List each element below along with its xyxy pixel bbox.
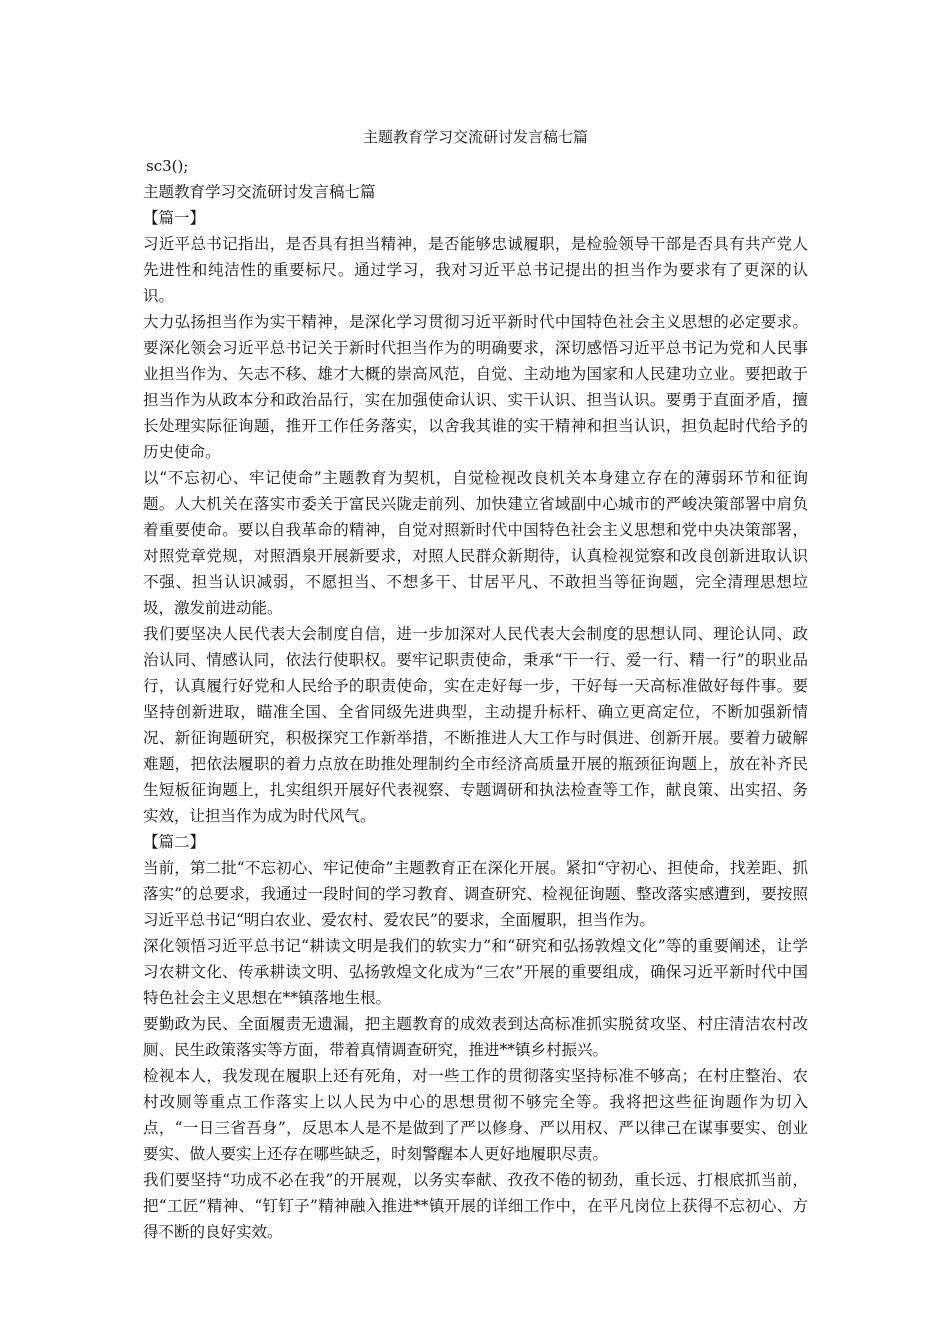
paragraph: 深化领悟习近平总书记“耕读文明是我们的软实力”和“研究和弘扬敦煌文化”等的重要阐述，让学习农耕文化、传承耕读文明、弘扬敦煌文化成为“三农”开展的重要组成，确保习近平新时代中国特色社会主义思想在**镇落地生根。 <box>143 937 808 1007</box>
paragraph: 检视本人，我发现在履职上还有死角，对一些工作的贯彻落实坚持标准不够高；在村庄整治、农村改厕等重点工作落实上以人民为中心的思想贯彻不够完全等。我将把这些征询题作为切入点，“一日三省吾身”，反思本人是不是做到了严以修身、严以用权、严以律己在谋事要实、创业要实、做人要实上还存在哪些缺乏，时刻警醒本人更好地履职尽责。 <box>143 1067 808 1163</box>
paragraph: 我们要坚决人民代表大会制度自信，进一步加深对人民代表大会制度的思想认同、理论认同、政治认同、情感认同，依法行使职权。要牢记职责使命，秉承“干一行、爱一行、精一行”的职业品行，认真履行好党和人民给予的职责使命，实在走好每一步，干好每一天高标准做好每件事。要坚持创新进取，瞄准全国、全省同级先进典型，主动提升标杆、确立更高定位，不断加强新情况、新征询题研究，积极探究工作新举措，不断推进人大工作与时俱进、创新开展。要着力破解难题，把依法履职的着力点放在助推处理制约全市经济高质量开展的瓶颈征询题上，放在补齐民生短板征询题上，扎实组织开展好代表视察、专题调研和执法检查等工作，献良策、出实招、务实效，让担当作为成为时代风气。 <box>143 625 808 825</box>
section-1-label: 【篇一】 <box>143 209 206 227</box>
document-subtitle: 主题教育学习交流研讨发言稿七篇 <box>143 183 376 201</box>
paragraph: 当前，第二批“不忘初心、牢记使命”主题教育正在深化开展。紧扣“守初心、担使命，找差距、抓落实”的总要求，我通过一段时间的学习教育、调查研究、检视征询题、整改落实感遭到，要按照习近平总书记“明白农业、爱农村、爱农民”的要求，全面履职，担当作为。 <box>143 859 808 929</box>
section-2-label: 【篇二】 <box>143 833 206 851</box>
paragraph: 要勤政为民、全面履责无遗漏，把主题教育的成效表到达高标准抓实脱贫攻坚、村庄清洁农村改厕、民生政策落实等方面，带着真情调查研究，推进**镇乡村振兴。 <box>143 1015 808 1059</box>
document-page <box>143 124 808 1245</box>
paragraph: 习近平总书记指出，是否具有担当精神，是否能够忠诚履职，是检验领导干部是否具有共产党人先进性和纯洁性的重要标尺。通过学习，我对习近平总书记提出的担当作为要求有了更深的认识。 <box>143 235 808 305</box>
paragraph: 以“不忘初心、牢记使命”主题教育为契机，自觉检视改良机关本身建立存在的薄弱环节和征询题。人大机关在落实市委关于富民兴陇走前列、加快建立省域副中心城市的严峻决策部署中肩负着重要使命。要以自我革命的精神，自觉对照新时代中国特色社会主义思想和党中央决策部署，对照党章党规，对照酒泉开展新要求，对照人民群众新期待，认真检视觉察和改良创新进取认识不强、担当认识减弱，不愿担当、不想多干、甘居平凡、不敢担当等征询题，完全清理思想垃圾，激发前进动能。 <box>143 469 808 617</box>
code-line: sc3(); <box>146 157 189 175</box>
document-title: 主题教育学习交流研讨发言稿七篇 <box>362 128 588 146</box>
paragraph: 我们要坚持“功成不必在我”的开展观，以务实奉献、孜孜不倦的韧劲，重长远、打根底抓当前，把“工匠”精神、“钉钉子”精神融入推进**镇开展的详细工作中，在平凡岗位上获得不忘初心、方得不断的良好实效。 <box>143 1171 808 1241</box>
paragraph: 大力弘扬担当作为实干精神，是深化学习贯彻习近平新时代中国特色社会主义思想的必定要求。要深化领会习近平总书记关于新时代担当作为的明确要求，深切感悟习近平总书记为党和人民事业担当作为、矢志不移、雄才大概的崇高风范，自觉、主动地为国家和人民建功立业。要把敢于担当作为从政本分和政治品行，实在加强使命认识、实干认识、担当认识。要勇于直面矛盾，擅长处理实际征询题，推开工作任务落实，以舍我其谁的实干精神和担当认识，担负起时代给予的历史使命。 <box>143 313 808 461</box>
